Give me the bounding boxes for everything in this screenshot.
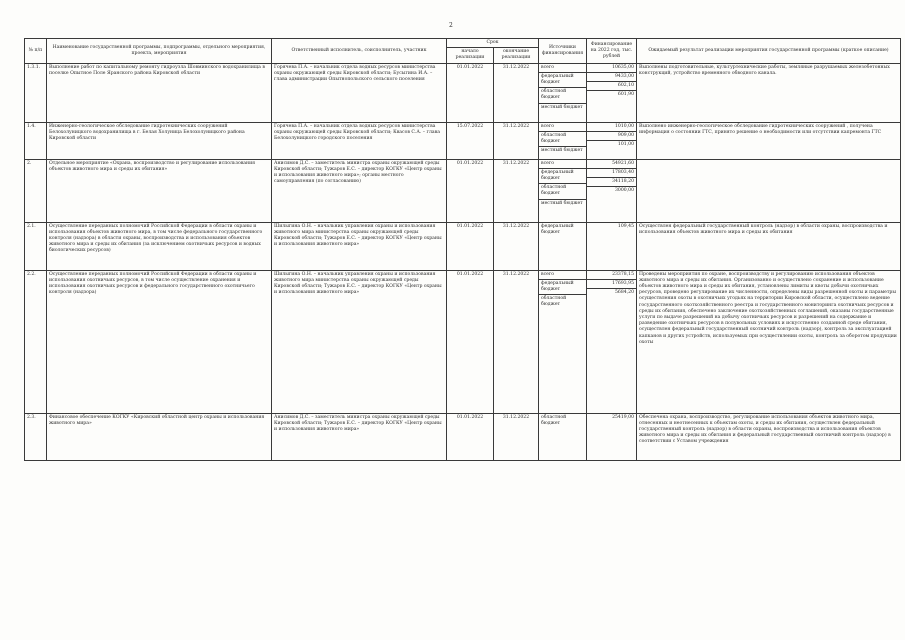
table-row xyxy=(25,63,901,122)
page-number: 2 xyxy=(449,22,453,29)
table-row xyxy=(25,270,901,413)
row-number: 2. xyxy=(25,159,47,222)
row-responsible: Горячева П.А. – начальник отдела водных ресурсов министерства охраны окружающей среды Кировской области; Бусыгина И.А. – глава администрации Опытнопольского сельского поселения xyxy=(272,63,447,122)
source-item: всего xyxy=(539,64,586,73)
row-responsible: Горячева П.А. – начальник отдела водных ресурсов министерства охраны окружающей среды Кировской области; Квасов С.А. – глава Белохолуницкого городского поселения xyxy=(272,122,447,159)
row-responsible: Шилыгина О.Н. – начальник управления охраны и использования животного мира министерства охраны окружающей среды Кировской области; Тужаров Е.С. – директор КОГКУ «Центр охраны и использования животного мира» xyxy=(272,270,447,413)
amount-item: 601,90 xyxy=(617,92,634,98)
row-name: Осуществление переданных полномочий Российской Федерации в области охраны и использования объектов животного мира, в том числе федерального государственного контроля (надзора) в области охраны, воспроизводства и использования объектов животного мира и среды их обитания (за исключением охотничьих ресурсов и водных биологических ресурсов) xyxy=(47,222,272,270)
header-responsible: Ответственный исполнитель, соисполнитель, участник xyxy=(272,39,447,64)
row-name: Осуществление переданных полномочий Российской Федерации в области охраны и использования охотничьих ресурсов, в том числе осуществление охранения и использования охотничьих ресурсов и федерального государственного охотничьего контроля (надзора) xyxy=(47,270,272,413)
source-item: областной бюджет xyxy=(541,296,567,308)
row-name: Инженерно-геологическое обследование гидротехнических сооружений Белохолуницкого водохранилища в г. Белая Холуница Белохолуницкого района Кировской области xyxy=(47,122,272,159)
row-amounts xyxy=(587,63,637,122)
row-number: 1.4. xyxy=(25,122,47,159)
header-amount: Финансирование на 2022 год, тыс. рублей xyxy=(587,39,637,64)
row-end-date: 31.12.2022 xyxy=(494,413,539,460)
source-item: областной бюджет xyxy=(539,88,586,103)
row-sources xyxy=(539,159,587,222)
row-result: Выполнены подготовительные, культуртехнические работы, земляные разрушаемых железобетонных конструкций, устройство временного обводного канала. xyxy=(637,63,901,122)
header-name: Наименование государственной программы, подпрограммы, отдельного мероприятия, проекта, мероприятия xyxy=(47,39,272,64)
amount-item: 25419,00 xyxy=(612,414,634,420)
source-item: федеральный бюджет xyxy=(541,223,574,235)
header-term-start: начало реализации xyxy=(447,48,494,63)
source-item: федеральный бюджет xyxy=(539,73,586,88)
header-num: № п/п xyxy=(25,39,47,64)
amount-item: 1010,00 xyxy=(587,123,636,132)
row-sources xyxy=(539,63,587,122)
row-amounts xyxy=(587,222,637,270)
amount-item: 602,10 xyxy=(587,82,636,91)
row-number: 2.3. xyxy=(25,413,47,460)
row-sources xyxy=(539,222,587,270)
row-sources xyxy=(539,122,587,159)
row-end-date: 31.12.2022 xyxy=(494,222,539,270)
row-start-date: 01.01.2022 xyxy=(447,270,494,413)
row-result: Осуществлен федеральный государственный контроль (надзор) в области охраны, воспроизводства и использования объектов животного мира и среды их обитания xyxy=(637,222,901,270)
source-item: всего xyxy=(539,160,586,169)
amount-item: 9433,00 xyxy=(587,73,636,82)
row-end-date: 31.12.2022 xyxy=(494,63,539,122)
header-term: Срок xyxy=(447,39,539,48)
row-end-date: 31.12.2022 xyxy=(494,122,539,159)
amount-item: 101,00 xyxy=(617,142,634,148)
amount-item: 34118,20 xyxy=(587,178,636,187)
row-sources xyxy=(539,270,587,413)
source-item: всего xyxy=(539,123,586,132)
amount-item: 3000,00 xyxy=(615,188,634,194)
row-start-date: 01.01.2022 xyxy=(447,413,494,460)
row-amounts xyxy=(587,122,637,159)
source-item: федеральный бюджет xyxy=(539,280,586,295)
source-item: всего xyxy=(539,271,586,280)
row-end-date: 31.12.2022 xyxy=(494,270,539,413)
row-start-date: 15.07.2022 xyxy=(447,122,494,159)
amount-item: 23378,15 xyxy=(587,271,636,280)
row-responsible: Шилыгина О.Н. – начальник управления охраны и использования животного мира министерства охраны окружающей среды Кировской области; Тужаров Е.С. – директор КОГКУ «Центр охраны и использования животного мира» xyxy=(272,222,447,270)
amount-item: 17693,95 xyxy=(587,280,636,289)
amount-item: 109,45 xyxy=(617,223,634,229)
amount-item: 5684,20 xyxy=(615,290,634,296)
row-name: Отдельное мероприятие «Охрана, воспроизводство и регулирование использования объектов животного мира и среды их обитания» xyxy=(47,159,272,222)
row-responsible: Анисимов Д.С. – заместитель министра охраны окружающей среды Кировской области; Тужаров Е.С. – директор КОГКУ «Центр охраны и использования животного мира»; органы местного самоуправления (по согласованию) xyxy=(272,159,447,222)
row-result xyxy=(637,159,901,222)
amount-item: 10635,00 xyxy=(587,64,636,73)
row-name: Финансовое обеспечение КОГКУ «Кировский областной центр охраны и использования животного мира» xyxy=(47,413,272,460)
amount-item: 54921,60 xyxy=(587,160,636,169)
header-result: Ожидаемый результат реализации мероприятия государственной программы (краткое описание) xyxy=(637,39,901,64)
header-term-end: окончание реализации xyxy=(494,48,539,63)
source-item: местный бюджет xyxy=(541,200,583,206)
source-item: местный бюджет xyxy=(541,104,583,110)
table-row xyxy=(25,413,901,460)
row-result: Проведены мероприятия по охране, воспроизводству и регулированию использования объектов животного мира и среды их обитания. Организованно и осуществлено сохранение и использование объектов животного мира и среды их обитания, установлены лимиты и квоты добычи охотничьих ресурсов, проведено регулирование их численности, определены виды разрешенной охоты и параметры осуществления охоты в охотничьих угодьях на территории Кировской области, осуществлено ведение государственного охотхозяйственного реестра и государственного мониторинга охотничьих ресурсов и среды их обитания, обеспечено заключение охотхозяйственных соглашений, оказаны государственные услуги по выдаче разрешений на добычу охотничьих ресурсов и разрешений на содержание и разведение охотничьих ресурсов в полувольных условиях и искусственно созданной среде обитания, осуществлен федеральный государственный охотничий контроль (надзор), контроль за эксплуатацией капканов и других устройств, используемых при осуществлении охоты, контроль за оборотом продукции охоты xyxy=(637,270,901,413)
header-source: Источники финансирования xyxy=(539,39,587,64)
table-row xyxy=(25,122,901,159)
source-item: местный бюджет xyxy=(541,148,583,154)
source-item: областной бюджет xyxy=(539,132,586,147)
row-sources xyxy=(539,413,587,460)
row-result: Обеспечена охрана, воспроизводство, регулирование использования объектов животного мира, отнесенных и неотнесенных к объектам охоты, и среды их обитания, осуществлен федеральный государственный контроль (надзор) в области охраны, воспроизводства и использования объектов животного мира и среды их обитания и федеральный государственный охотничий контроль (надзор) в соответствии с Уставом учреждения xyxy=(637,413,901,460)
program-table xyxy=(24,38,901,461)
row-amounts xyxy=(587,270,637,413)
row-number: 1.3.1. xyxy=(25,63,47,122)
source-item: федеральный бюджет xyxy=(539,169,586,184)
row-result: Выполнено инженерно-геологическое обследование гидротехнических сооружений , получена информация о состоянии ГТС, принято решение о необходимости или отсутствии капремонта ГТС xyxy=(637,122,901,159)
row-number: 2.2. xyxy=(25,270,47,413)
source-item: областной бюджет xyxy=(539,184,586,199)
row-start-date: 01.01.2022 xyxy=(447,222,494,270)
row-amounts xyxy=(587,413,637,460)
row-start-date: 01.01.2022 xyxy=(447,159,494,222)
amount-item: 909,00 xyxy=(587,132,636,141)
table-row xyxy=(25,159,901,222)
source-item: областной бюджет xyxy=(541,414,567,426)
row-responsible: Анисимов Д.С. – заместитель министра охраны окружающей среды Кировской области; Тужаров Е.С. – директор КОГКУ «Центр охраны и использования животного мира» xyxy=(272,413,447,460)
row-name: Выполнение работ по капитальному ремонту гидроузла Шовминского водохранилища в поселке Опытное Поле Яранского района Кировской области xyxy=(47,63,272,122)
table-row xyxy=(25,222,901,270)
row-start-date: 01.01.2022 xyxy=(447,63,494,122)
row-number: 2.1. xyxy=(25,222,47,270)
amount-item: 17803,40 xyxy=(587,169,636,178)
row-amounts xyxy=(587,159,637,222)
row-end-date: 31.12.2022 xyxy=(494,159,539,222)
